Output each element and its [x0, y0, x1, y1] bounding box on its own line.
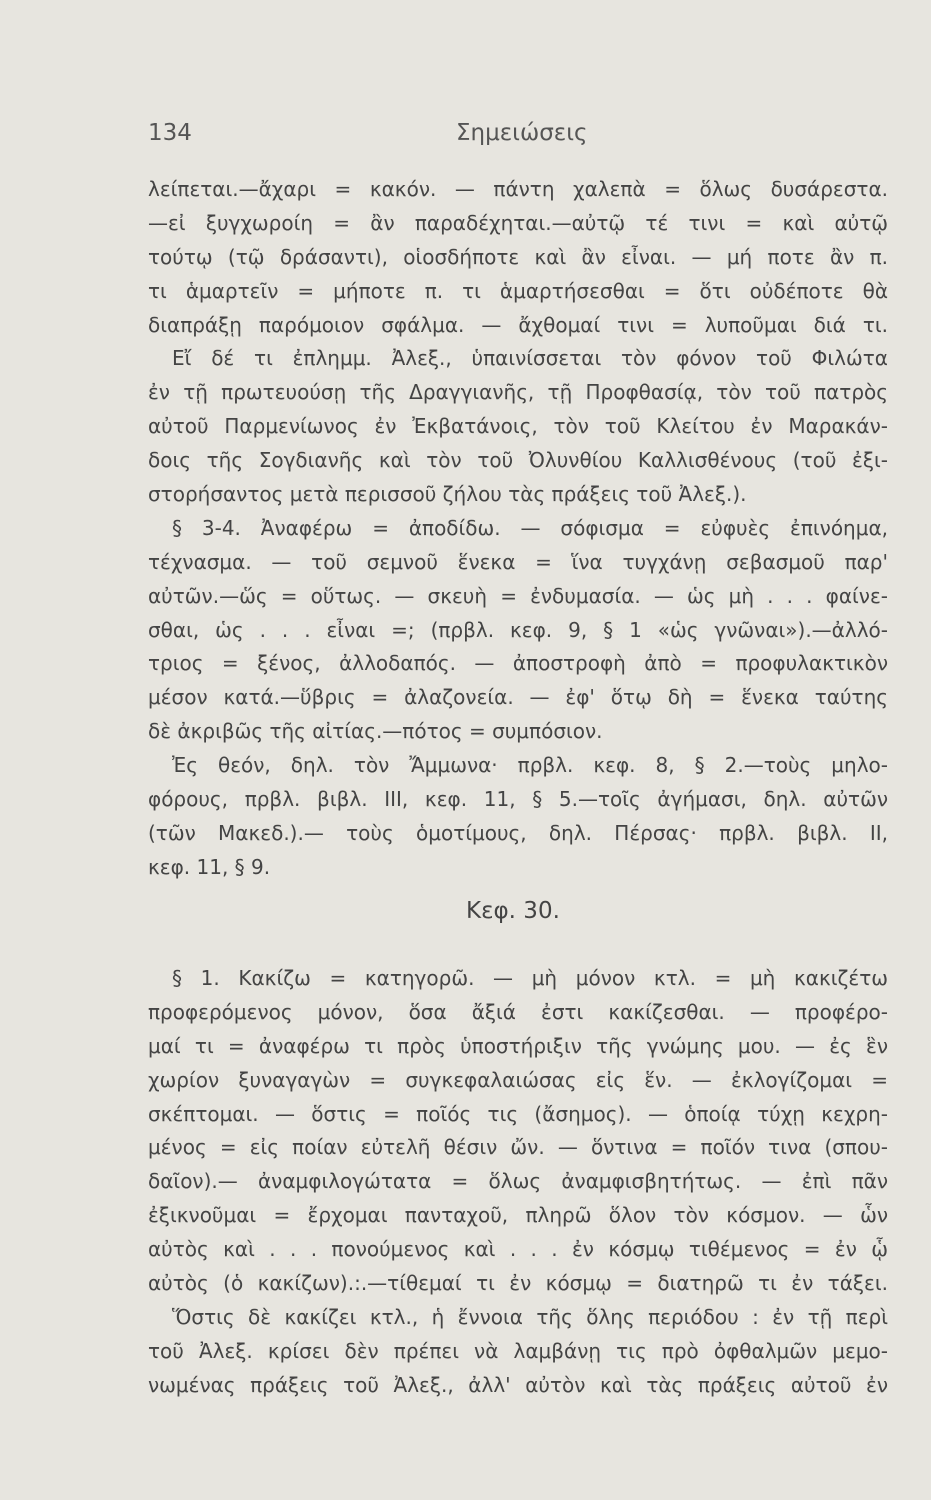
text-line: δὲ ἀκριβῶς τῆς αἰτίας.—πότος = συμπόσιον. — [148, 719, 603, 744]
text-line: μέσον κατά.—ὕβρις = ἀλαζονεία. — ἐφ' ὅτῳ δὴ = ἕνεκα ταύτης — [148, 685, 888, 710]
text-line: τούτῳ (τῷ δράσαντι), οἱοσδήποτε καὶ ἂν εἶναι. — μή ποτε ἂν π. — [148, 244, 888, 269]
text-line: ἐν τῇ πρωτευούσῃ τῆς Δραγγιανῆς, τῇ Προφθασίᾳ, τὸν τοῦ πατρὸς — [148, 380, 888, 405]
text-line: § 1. Κακίζω = κατηγορῶ. — μὴ μόνον κτλ. = μὴ κακιζέτω — [172, 966, 888, 990]
text-line: στορήσαντος μετὰ περισσοῦ ζήλου τὰς πράξεις τοῦ Ἀλεξ.). — [148, 482, 747, 507]
page-header — [148, 112, 841, 152]
text-line: ἐξικνοῦμαι = ἔρχομαι πανταχοῦ, πληρῶ ὅλον τὸν κόσμον. — ὧν — [148, 1203, 888, 1228]
text-line: τέχνασμα. — τοῦ σεμνοῦ ἕνεκα = ἵνα τυγχάνῃ σεβασμοῦ παρ' — [148, 549, 888, 574]
chapter-heading: Κεφ. 30. — [466, 898, 560, 924]
text-line: κεφ. 11, § 9. — [148, 854, 271, 879]
text-line: λείπεται.—ἄχαρι = κακόν. — πάντη χαλεπὰ = ὅλως δυσάρεστα. — [148, 177, 888, 201]
text-line: αὐτὸς καὶ . . . πονούμενος καὶ . . . ἐν κόσμῳ τιθέμενος = ἐν ᾧ — [148, 1237, 888, 1262]
text-line: τριος = ξένος, ἀλλοδαπός. — ἀποστροφὴ ἀπὸ = προφυλακτικὸν — [148, 651, 888, 676]
notes-block-2 — [148, 962, 888, 1403]
text-line: αὐτῶν.—ὥς = οὕτως. — σκευὴ = ἐνδυμασία. — ὡς μὴ . . . φαίνε- — [148, 583, 888, 608]
text-line: αὐτοῦ Παρμενίωνος ἐν Ἐκβατάνοις, τὸν τοῦ Κλείτου ἐν Μαρακάν- — [148, 414, 888, 439]
text-line: χωρίον ξυναγαγὼν = συγκεφαλαιώσας εἰς ἕν. — ἐκλογίζομαι = — [148, 1067, 888, 1092]
page-number: 134 — [148, 120, 192, 146]
text-line: σκέπτομαι. — ὅστις = ποῖός τις (ἄσημος). — ὁποίᾳ τύχῃ κεχρη- — [148, 1101, 888, 1126]
text-line: (τῶν Μακεδ.).— τοὺς ὁμοτίμους, δηλ. Πέρσας· πρβλ. βιβλ. II, — [148, 820, 888, 845]
text-line: νωμένας πράξεις τοῦ Ἀλεξ., ἀλλ' αὐτὸν καὶ τὰς πράξεις αὐτοῦ ἐν — [148, 1372, 888, 1397]
running-title: Σημειώσεις — [456, 120, 588, 146]
text-line: φόρους, πρβλ. βιβλ. III, κεφ. 11, § 5.—τοῖς ἀγήμασι, δηλ. αὐτῶν — [148, 787, 888, 812]
text-line: Ὅστις δὲ κακίζει κτλ., ἡ ἔννοια τῆς ὅλης περιόδου : ἐν τῇ περὶ — [172, 1304, 888, 1329]
text-line: τι ἁμαρτεῖν = μήποτε π. τι ἁμαρτήσεσθαι = ὅτι οὐδέποτε θὰ — [148, 278, 888, 303]
text-line: μένος = εἰς ποίαν εὐτελῆ θέσιν ὤν. — ὅντινα = ποῖόν τινα (σπου- — [148, 1135, 888, 1160]
text-line: δαῖον).— ἀναμφιλογώτατα = ὅλως ἀναμφισβητήτως. — ἐπὶ πᾶν — [148, 1169, 888, 1194]
text-line: τοῦ Ἀλεξ. κρίσει δὲν πρέπει νὰ λαμβάνῃ τις πρὸ ὀφθαλμῶν μεμο- — [148, 1338, 888, 1363]
text-line: μαί τι = ἀναφέρω τι πρὸς ὑποστήριξιν τῆς γνώμης μου. — ἐς ἓν — [148, 1033, 888, 1058]
text-line: § 3-4. Ἀναφέρω = ἀποδίδω. — σόφισμα = εὐφυὲς ἐπινόημα, — [172, 515, 888, 540]
text-line: Εἴ δέ τι ἐπλημμ. Ἀλεξ., ὑπαινίσσεται τὸν φόνον τοῦ Φιλώτα — [172, 346, 888, 371]
notes-block-1 — [148, 173, 888, 885]
text-line: σθαι, ὡς . . . εἶναι =; (πρβλ. κεφ. 9, § 1 «ὡς γνῶναι»).—ἀλλό- — [148, 617, 888, 642]
text-line: Ἐς θεόν, δηλ. τὸν Ἄμμωνα· πρβλ. κεφ. 8, § 2.—τοὺς μηλο- — [172, 753, 888, 778]
text-line: —εἰ ξυγχωροίη = ἂν παραδέχηται.—αὐτῷ τέ τινι = καὶ αὐτῷ — [148, 210, 888, 235]
text-line: δοις τῆς Σογδιανῆς καὶ τὸν τοῦ Ὀλυνθίου Καλλισθένους (τοῦ ἐξι- — [148, 448, 888, 473]
text-line: αὐτὸς (ὁ κακίζων).:.—τίθεμαί τι ἐν κόσμῳ = διατηρῶ τι ἐν τάξει. — [148, 1271, 888, 1296]
text-line: προφερόμενος μόνον, ὅσα ἄξιά ἐστι κακίζεσθαι. — προφέρο- — [148, 999, 888, 1024]
text-line: διαπράξῃ παρόμοιον σφάλμα. — ἄχθομαί τινι = λυποῦμαι διά τι. — [148, 312, 888, 337]
